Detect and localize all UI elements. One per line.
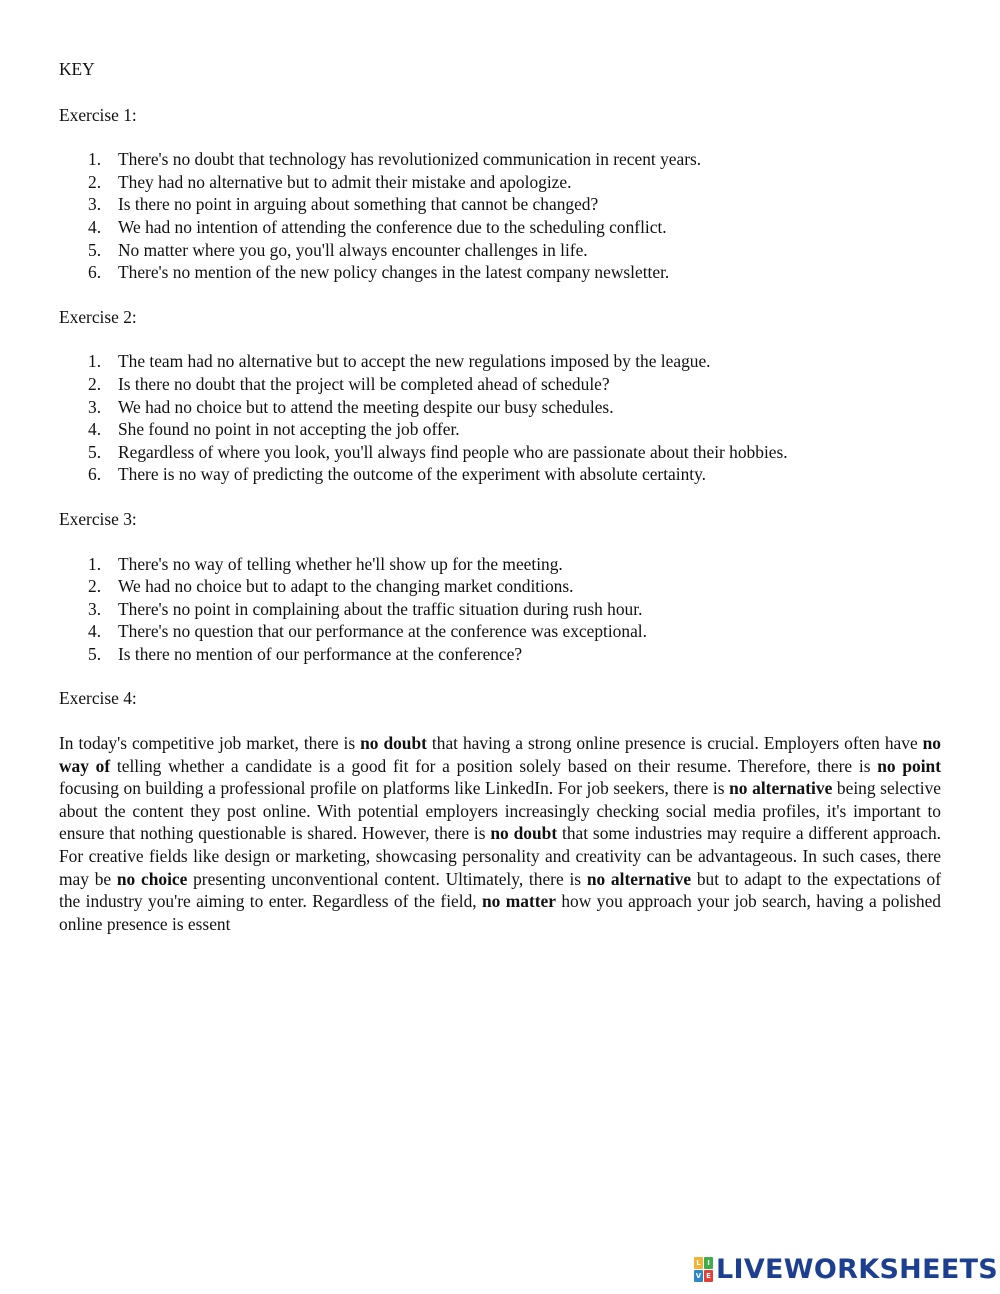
paragraph-text: but to adapt to the expectations of the industry you're aiming to enter. Regardless of the field, [59,868,941,912]
list-item [59,193,941,216]
list-item [59,620,941,643]
logo-mark-icon [694,1257,713,1282]
paragraph-text: In today's competitive job market, there is [59,733,361,754]
item-text: There's no mention of the new policy changes in the latest company newsletter. [118,262,670,283]
paragraph-text: how you approach your job search, having a polished online presence is essent [59,891,941,934]
exercise-section [59,508,941,666]
item-number: 2. [88,171,102,192]
exercise-section [59,104,941,284]
item-number: 2. [88,373,102,394]
logo-tile: I [704,1257,713,1269]
item-text: We had no intention of attending the conference due to the scheduling conflict. [118,216,667,237]
list-item [59,396,941,419]
item-text: Is there no point in arguing about something that cannot be changed? [118,194,599,215]
list-item [59,418,941,441]
paragraph-text: being selective about the content they post online. With potential employers increasingly checking social media profiles, it's important to ensure that nothing questionable is shared. However, there is [59,778,942,844]
item-number: 3. [88,396,102,417]
list-item [59,643,941,666]
item-text: Regardless of where you look, you'll always find people who are passionate about their hobbies. [118,441,788,462]
item-number: 3. [88,598,102,619]
list-item [59,598,941,621]
item-text: We had no choice but to attend the meeting despite our busy schedules. [118,396,614,417]
answer-list [59,553,941,666]
item-text: There's no question that our performance at the conference was exceptional. [118,621,647,642]
item-number: 4. [88,419,102,440]
list-item [59,441,941,464]
item-text: There's no doubt that technology has revolutionized communication in recent years. [118,149,702,170]
item-text: The team had no alternative but to accept the new regulations imposed by the league. [118,351,711,372]
liveworksheets-logo [694,1253,998,1285]
item-text: We had no choice but to adapt to the changing market conditions. [118,576,574,597]
item-text: There's no point in complaining about the traffic situation during rush hour. [118,598,643,619]
paragraph-text: that some industries may require a different approach. For creative fields like design or marketing, showcasing personality and creativity can be advantageous. In such cases, there may be [59,823,941,889]
logo-tile: E [704,1270,713,1282]
item-number: 5. [88,239,102,260]
list-item [59,239,941,262]
item-text: Is there no mention of our performance at the conference? [118,643,523,664]
item-number: 2. [88,576,102,597]
list-item [59,171,941,194]
logo-tile: L [694,1257,703,1269]
bold-answer: no doubt [490,823,558,844]
item-number: 4. [88,621,102,642]
bold-answer: no alternative [586,868,692,889]
answer-list [59,350,941,486]
paragraph-text: that having a strong online presence is crucial. Employers often have [426,733,923,754]
paragraph-text: focusing on building a professional profile on platforms like LinkedIn. For job seekers, there is [59,778,730,799]
exercise-heading: Exercise 1: [59,104,137,125]
list-item [59,216,941,239]
exercise-heading: Exercise 3: [59,508,137,529]
document-page [59,58,941,935]
bold-answer: no matter [482,891,556,912]
paragraph-text: presenting unconventional content. Ultimately, there is [187,868,587,889]
list-item [59,148,941,171]
item-text: No matter where you go, you'll always encounter challenges in life. [118,239,588,260]
page-title: KEY [59,59,95,79]
exercise-section [59,687,941,935]
item-number: 5. [88,643,102,664]
item-number: 4. [88,216,102,237]
item-text: Is there no doubt that the project will be completed ahead of schedule? [118,373,610,394]
logo-tile: V [695,1271,702,1280]
list-item [59,463,941,486]
exercise-heading: Exercise 2: [59,306,137,327]
item-text: She found no point in not accepting the job offer. [118,419,460,440]
exercise-section [59,306,941,486]
list-item [59,373,941,396]
exercise-heading: Exercise 4: [59,688,137,709]
bold-answer: no way of [59,733,942,776]
item-text: There is no way of predicting the outcome of the experiment with absolute certainty. [118,464,707,485]
item-number: 1. [88,351,102,372]
bold-answer: no doubt [360,733,427,754]
item-text: They had no alternative but to admit their mistake and apologize. [118,171,572,192]
answer-paragraph [59,732,941,935]
item-number: 6. [88,464,102,485]
logo-text: LIVEWORKSHEETS [716,1253,999,1285]
bold-answer: no point [877,755,941,776]
item-number: 3. [88,194,102,215]
answer-list [59,148,941,284]
paragraph-text: telling whether a candidate is a good fit for a position solely based on their resume. Therefore, there is [110,755,878,776]
bold-answer: no alternative [729,778,833,799]
bold-answer: no choice [116,868,188,889]
item-number: 1. [88,149,102,170]
item-number: 1. [88,553,102,574]
list-item [59,575,941,598]
list-item [59,350,941,373]
item-number: 6. [88,262,102,283]
item-number: 5. [88,441,102,462]
list-item [59,553,941,576]
list-item [59,261,941,284]
item-text: There's no way of telling whether he'll show up for the meeting. [118,553,563,574]
